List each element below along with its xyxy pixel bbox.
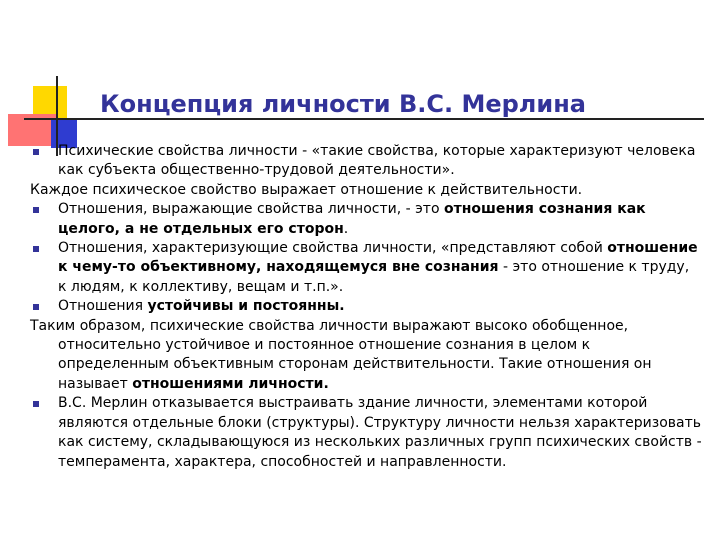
title-underline [24, 118, 704, 120]
text: Психические свойства личности - «такие свойства, которые характеризуют человека как субъекта общественно-трудовой деятельности». [58, 143, 696, 179]
bullet-paragraph [30, 142, 702, 181]
square-bullet-icon [33, 246, 39, 252]
bold-text: отношение к чему-то объективному, находящемуся вне сознания [58, 240, 698, 276]
bold-text: отношения сознания как целого, а не отдельных его сторон [58, 201, 646, 237]
slide-title: Концепция личности В.С. Мерлина [100, 90, 586, 118]
text: Таким образом, психические свойства личности выражают высоко обобщенное, относительно устойчивое и постоянное отношение сознания в целом к определенным объективным сторонам действительности. Такие отношения он называет [30, 317, 652, 392]
text-paragraph [30, 181, 702, 200]
text: Каждое психическое свойство выражает отношение к действительности. [30, 181, 583, 198]
bullet-paragraph [30, 239, 702, 297]
text: В.С. Мерлин отказывается выстраивать здание личности, элементами которой являются отдельные блоки (структуры). Структуру личности нельзя характеризовать как систему, складывающуюся из нескольких различных групп психических свойств - темперамента, характера, способностей и направленности. [58, 395, 702, 470]
square-bullet-icon [33, 304, 39, 310]
bullet-paragraph [30, 200, 702, 239]
bold-text: отношениями личности. [132, 375, 329, 392]
square-bullet-icon [33, 149, 39, 155]
text: Отношения, выражающие свойства личности, - это [58, 201, 444, 218]
bullet-paragraph [30, 297, 702, 316]
bold-text: устойчивы и постоянны. [147, 298, 345, 315]
bullet-paragraph [30, 394, 702, 472]
text: . [343, 220, 349, 237]
text: Отношения, характеризующие свойства личности, «представляют собой [58, 240, 608, 257]
text: - это отношение к труду, к людям, к коллективу, вещам и т.п.». [58, 259, 690, 295]
square-bullet-icon [33, 401, 39, 407]
text: Отношения [58, 298, 148, 315]
square-bullet-icon [33, 207, 39, 213]
text-paragraph [30, 317, 702, 395]
slide-body [30, 142, 702, 472]
